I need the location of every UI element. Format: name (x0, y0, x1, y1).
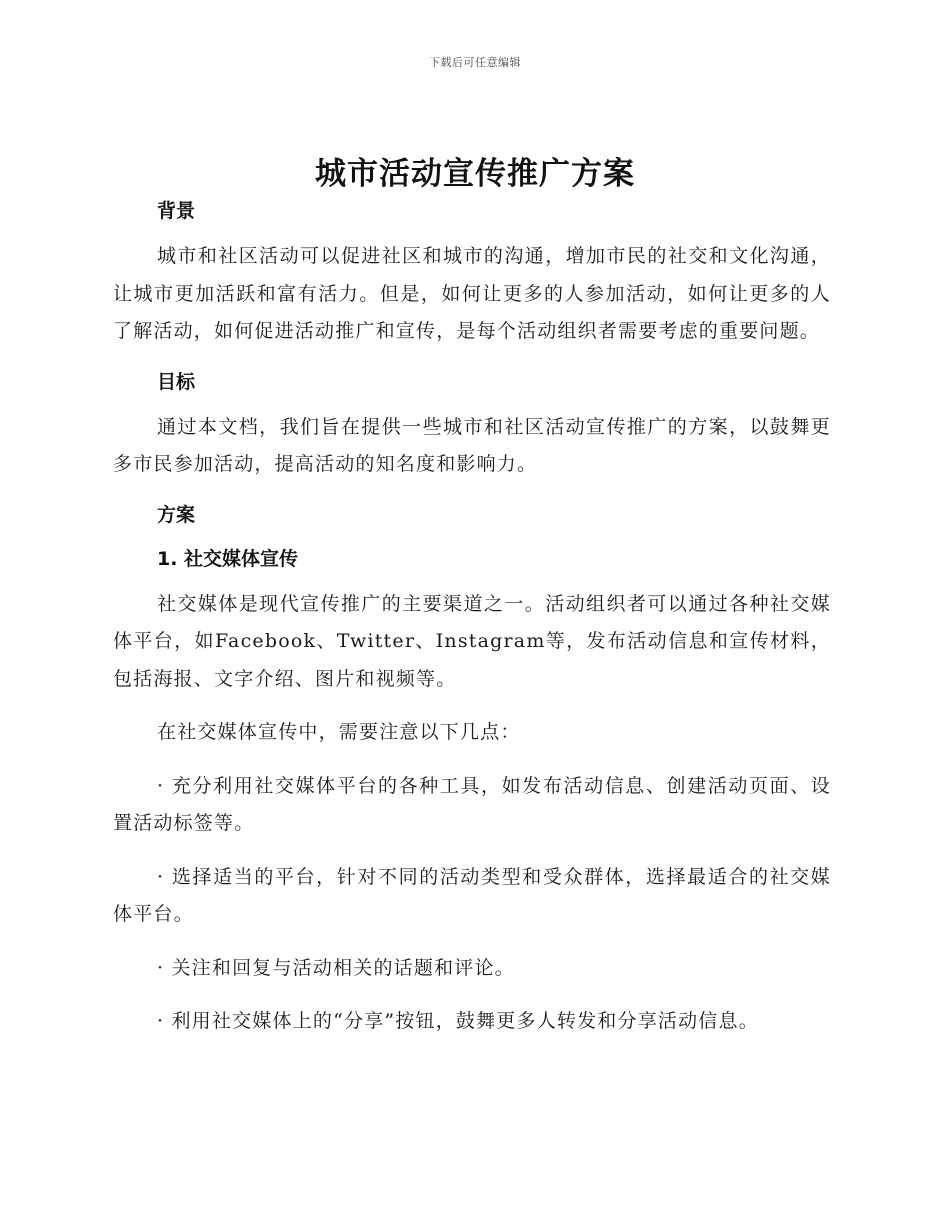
paragraph-notice-intro: 在社交媒体宣传中，需要注意以下几点： (157, 721, 521, 743)
paragraph-background: 城市和社区活动可以促进社区和城市的沟通，增加市民的社交和文化沟通，让城市更加活跃和富有活力。但是，如何让更多的人参加活动，如何让更多的人了解活动，如何促进活动推广和宣传，是每个活动组织者需要考虑的重要问题。 (113, 245, 831, 342)
list-item: · 关注和回复与活动相关的话题和评论。 (157, 956, 515, 979)
header-note: 下载后可任意编辑 (429, 56, 521, 69)
list-item: · 利用社交媒体上的“分享”按钮，鼓舞更多人转发和分享活动信息。 (157, 1010, 759, 1032)
paragraph-social-media: 社交媒体是现代宣传推广的主要渠道之一。活动组织者可以通过各种社交媒体平台，如Facebook、Twitter、Instagram等，发布活动信息和宣传材料，包括海报、文字介绍、图片和视频等。 (113, 592, 831, 690)
section-heading-goal: 目标 (157, 370, 196, 393)
document-body (113, 194, 831, 1041)
section-heading-plan: 方案 (157, 503, 196, 526)
paragraph-goal: 通过本文档，我们旨在提供一些城市和社区活动宣传推广的方案，以鼓舞更多市民参加活动，提高活动的知名度和影响力。 (113, 415, 831, 475)
subsection-heading-social-media: 1. 社交媒体宣传 (157, 547, 299, 570)
section-heading-background: 背景 (157, 200, 196, 222)
document-title: 城市活动宣传推广方案 (315, 156, 635, 192)
list-item: · 选择适当的平台，针对不同的活动类型和受众群体，选择最适合的社交媒体平台。 (113, 865, 831, 925)
list-item: · 充分利用社交媒体平台的各种工具，如发布活动信息、创建活动页面、设置活动标签等。 (113, 774, 831, 834)
